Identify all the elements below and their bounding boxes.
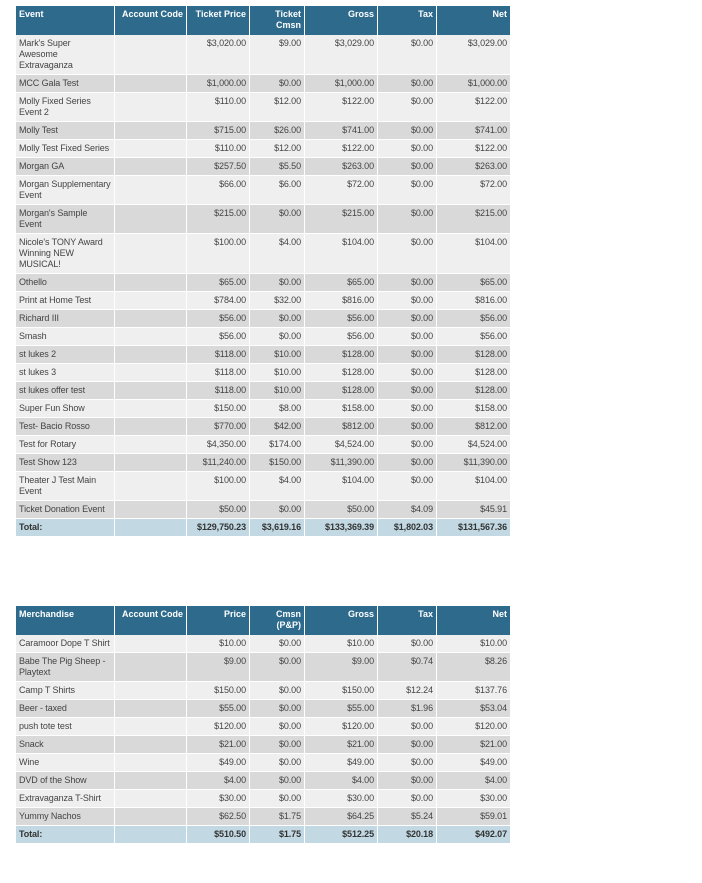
cell-net: $122.00 xyxy=(437,140,510,158)
cell-tax: $0.00 xyxy=(378,205,437,234)
cell-account-code xyxy=(115,501,187,519)
cell-item-name: Othello xyxy=(16,274,115,292)
total-tax: $1,802.03 xyxy=(378,519,437,537)
cell-commission: $0.00 xyxy=(250,635,305,653)
cell-net: $122.00 xyxy=(437,93,510,122)
cell-commission: $0.00 xyxy=(250,653,305,682)
cell-price: $10.00 xyxy=(187,635,250,653)
cell-commission: $42.00 xyxy=(250,418,305,436)
cell-gross: $128.00 xyxy=(305,364,378,382)
total-account-code xyxy=(115,826,187,844)
cell-tax: $1.96 xyxy=(378,700,437,718)
cell-gross: $65.00 xyxy=(305,274,378,292)
cell-item-name: Theater J Test Main Event xyxy=(16,472,115,501)
cell-item-name: Molly Test Fixed Series xyxy=(16,140,115,158)
table-row xyxy=(16,700,510,718)
cell-price: $3,020.00 xyxy=(187,35,250,75)
cell-price: $56.00 xyxy=(187,310,250,328)
cell-price: $215.00 xyxy=(187,205,250,234)
cell-account-code xyxy=(115,140,187,158)
total-price: $129,750.23 xyxy=(187,519,250,537)
cell-account-code xyxy=(115,754,187,772)
total-account-code xyxy=(115,519,187,537)
cell-commission: $0.00 xyxy=(250,790,305,808)
total-tax: $20.18 xyxy=(378,826,437,844)
table-row xyxy=(16,176,510,205)
cell-item-name: Caramoor Dope T Shirt xyxy=(16,635,115,653)
table-row xyxy=(16,472,510,501)
total-net: $492.07 xyxy=(437,826,510,844)
cell-net: $128.00 xyxy=(437,346,510,364)
cell-net: $4.00 xyxy=(437,772,510,790)
cell-account-code xyxy=(115,635,187,653)
cell-net: $8.26 xyxy=(437,653,510,682)
cell-tax: $0.00 xyxy=(378,140,437,158)
cell-commission: $0.00 xyxy=(250,501,305,519)
cell-gross: $120.00 xyxy=(305,718,378,736)
cell-gross: $263.00 xyxy=(305,158,378,176)
cell-item-name: DVD of the Show xyxy=(16,772,115,790)
cell-commission: $10.00 xyxy=(250,364,305,382)
cell-item-name: Molly Test xyxy=(16,122,115,140)
cell-commission: $0.00 xyxy=(250,328,305,346)
table-row xyxy=(16,75,510,93)
cell-gross: $21.00 xyxy=(305,736,378,754)
cell-gross: $741.00 xyxy=(305,122,378,140)
cell-price: $150.00 xyxy=(187,400,250,418)
cell-commission: $4.00 xyxy=(250,234,305,274)
cell-commission: $5.50 xyxy=(250,158,305,176)
cell-price: $118.00 xyxy=(187,346,250,364)
cell-net: $4,524.00 xyxy=(437,436,510,454)
cell-tax: $0.00 xyxy=(378,75,437,93)
cell-account-code xyxy=(115,328,187,346)
cell-item-name: Richard III xyxy=(16,310,115,328)
cell-tax: $0.00 xyxy=(378,454,437,472)
cell-net: $65.00 xyxy=(437,274,510,292)
cell-net: $215.00 xyxy=(437,205,510,234)
merchandise-body xyxy=(16,635,510,844)
cell-account-code xyxy=(115,176,187,205)
cell-net: $56.00 xyxy=(437,328,510,346)
cell-tax: $0.00 xyxy=(378,122,437,140)
cell-tax: $4.09 xyxy=(378,501,437,519)
merchandise-header xyxy=(16,606,510,635)
cell-commission: $0.00 xyxy=(250,75,305,93)
cell-net: $59.01 xyxy=(437,808,510,826)
cell-gross: $104.00 xyxy=(305,472,378,501)
table-row xyxy=(16,328,510,346)
cell-commission: $0.00 xyxy=(250,682,305,700)
cell-tax: $0.00 xyxy=(378,400,437,418)
cell-commission: $0.00 xyxy=(250,772,305,790)
cell-account-code xyxy=(115,35,187,75)
cell-price: $11,240.00 xyxy=(187,454,250,472)
cell-net: $816.00 xyxy=(437,292,510,310)
table-row xyxy=(16,382,510,400)
cell-price: $65.00 xyxy=(187,274,250,292)
col-ticket-price: Ticket Price xyxy=(187,6,250,35)
cell-account-code xyxy=(115,122,187,140)
cell-item-name: MCC Gala Test xyxy=(16,75,115,93)
cell-gross: $64.25 xyxy=(305,808,378,826)
cell-price: $715.00 xyxy=(187,122,250,140)
cell-item-name: Nicole's TONY Award Winning NEW MUSICAL! xyxy=(16,234,115,274)
cell-item-name: st lukes offer test xyxy=(16,382,115,400)
cell-commission: $6.00 xyxy=(250,176,305,205)
cell-tax: $0.00 xyxy=(378,418,437,436)
table-row xyxy=(16,93,510,122)
cell-tax: $0.00 xyxy=(378,35,437,75)
cell-account-code xyxy=(115,93,187,122)
table-row xyxy=(16,400,510,418)
table-row xyxy=(16,292,510,310)
cell-tax: $0.00 xyxy=(378,635,437,653)
cell-item-name: Morgan GA xyxy=(16,158,115,176)
cell-commission: $0.00 xyxy=(250,205,305,234)
cell-net: $53.04 xyxy=(437,700,510,718)
cell-account-code xyxy=(115,346,187,364)
col-gross: Gross xyxy=(305,6,378,35)
cell-price: $100.00 xyxy=(187,472,250,501)
cell-price: $118.00 xyxy=(187,364,250,382)
cell-tax: $0.00 xyxy=(378,176,437,205)
cell-account-code xyxy=(115,653,187,682)
cell-item-name: Smash xyxy=(16,328,115,346)
cell-account-code xyxy=(115,310,187,328)
cell-gross: $128.00 xyxy=(305,346,378,364)
cell-gross: $122.00 xyxy=(305,140,378,158)
cell-commission: $0.00 xyxy=(250,736,305,754)
cell-price: $49.00 xyxy=(187,754,250,772)
col-net: Net xyxy=(437,606,510,635)
table-row xyxy=(16,140,510,158)
cell-commission: $12.00 xyxy=(250,93,305,122)
cell-net: $104.00 xyxy=(437,472,510,501)
cell-item-name: Morgan's Sample Event xyxy=(16,205,115,234)
cell-gross: $215.00 xyxy=(305,205,378,234)
col-net: Net xyxy=(437,6,510,35)
table-row xyxy=(16,790,510,808)
cell-item-name: Morgan Supplementary Event xyxy=(16,176,115,205)
cell-item-name: Test Show 123 xyxy=(16,454,115,472)
table-row xyxy=(16,310,510,328)
cell-gross: $30.00 xyxy=(305,790,378,808)
cell-tax: $0.00 xyxy=(378,772,437,790)
cell-price: $62.50 xyxy=(187,808,250,826)
cell-gross: $50.00 xyxy=(305,501,378,519)
cell-price: $66.00 xyxy=(187,176,250,205)
cell-commission: $32.00 xyxy=(250,292,305,310)
cell-gross: $55.00 xyxy=(305,700,378,718)
table-row xyxy=(16,234,510,274)
total-gross: $133,369.39 xyxy=(305,519,378,537)
cell-account-code xyxy=(115,75,187,93)
table-row xyxy=(16,346,510,364)
cell-net: $104.00 xyxy=(437,234,510,274)
total-net: $131,567.36 xyxy=(437,519,510,537)
cell-net: $10.00 xyxy=(437,635,510,653)
cell-gross: $4.00 xyxy=(305,772,378,790)
table-row xyxy=(16,772,510,790)
cell-tax: $0.00 xyxy=(378,382,437,400)
cell-account-code xyxy=(115,205,187,234)
table-row xyxy=(16,274,510,292)
table-row xyxy=(16,736,510,754)
cell-price: $784.00 xyxy=(187,292,250,310)
cell-price: $9.00 xyxy=(187,653,250,682)
cell-tax: $0.00 xyxy=(378,718,437,736)
cell-account-code xyxy=(115,274,187,292)
cell-account-code xyxy=(115,808,187,826)
cell-price: $110.00 xyxy=(187,93,250,122)
cell-gross: $56.00 xyxy=(305,328,378,346)
cell-net: $128.00 xyxy=(437,382,510,400)
col-price: Price xyxy=(187,606,250,635)
col-tax: Tax xyxy=(378,606,437,635)
merchandise-table xyxy=(16,606,510,844)
table-row xyxy=(16,682,510,700)
col-event: Event xyxy=(16,6,115,35)
cell-price: $118.00 xyxy=(187,382,250,400)
cell-net: $11,390.00 xyxy=(437,454,510,472)
table-row xyxy=(16,653,510,682)
cell-account-code xyxy=(115,454,187,472)
cell-commission: $4.00 xyxy=(250,472,305,501)
cell-item-name: Test- Bacio Rosso xyxy=(16,418,115,436)
cell-item-name: Wine xyxy=(16,754,115,772)
cell-net: $158.00 xyxy=(437,400,510,418)
col-merchandise: Merchandise xyxy=(16,606,115,635)
cell-price: $1,000.00 xyxy=(187,75,250,93)
cell-net: $812.00 xyxy=(437,418,510,436)
cell-item-name: Beer - taxed xyxy=(16,700,115,718)
cell-item-name: Super Fun Show xyxy=(16,400,115,418)
col-ticket-cmsn: Ticket Cmsn xyxy=(250,6,305,35)
cell-gross: $104.00 xyxy=(305,234,378,274)
cell-tax: $0.00 xyxy=(378,754,437,772)
cell-tax: $0.00 xyxy=(378,292,437,310)
col-gross: Gross xyxy=(305,606,378,635)
col-tax: Tax xyxy=(378,6,437,35)
cell-commission: $8.00 xyxy=(250,400,305,418)
col-account-code: Account Code xyxy=(115,606,187,635)
table-row xyxy=(16,205,510,234)
cell-commission: $150.00 xyxy=(250,454,305,472)
cell-commission: $12.00 xyxy=(250,140,305,158)
cell-price: $150.00 xyxy=(187,682,250,700)
cell-account-code xyxy=(115,790,187,808)
cell-net: $72.00 xyxy=(437,176,510,205)
total-price: $510.50 xyxy=(187,826,250,844)
cell-gross: $3,029.00 xyxy=(305,35,378,75)
cell-net: $128.00 xyxy=(437,364,510,382)
cell-account-code xyxy=(115,700,187,718)
cell-tax: $0.00 xyxy=(378,736,437,754)
cell-account-code xyxy=(115,292,187,310)
cell-tax: $0.00 xyxy=(378,364,437,382)
total-commission: $3,619.16 xyxy=(250,519,305,537)
cell-gross: $72.00 xyxy=(305,176,378,205)
table-row xyxy=(16,35,510,75)
cell-commission: $10.00 xyxy=(250,382,305,400)
total-item-name: Total: xyxy=(16,519,115,537)
cell-item-name: st lukes 2 xyxy=(16,346,115,364)
cell-price: $21.00 xyxy=(187,736,250,754)
events-body xyxy=(16,35,510,537)
cell-item-name: Babe The Pig Sheep - Playtext xyxy=(16,653,115,682)
table-row xyxy=(16,122,510,140)
cell-net: $120.00 xyxy=(437,718,510,736)
table-row xyxy=(16,501,510,519)
cell-commission: $0.00 xyxy=(250,754,305,772)
cell-account-code xyxy=(115,418,187,436)
cell-tax: $0.00 xyxy=(378,790,437,808)
cell-commission: $174.00 xyxy=(250,436,305,454)
cell-price: $120.00 xyxy=(187,718,250,736)
cell-commission: $1.75 xyxy=(250,808,305,826)
cell-commission: $0.00 xyxy=(250,700,305,718)
cell-tax: $0.00 xyxy=(378,310,437,328)
cell-price: $4,350.00 xyxy=(187,436,250,454)
cell-price: $55.00 xyxy=(187,700,250,718)
events-table xyxy=(16,6,510,537)
cell-tax: $0.00 xyxy=(378,93,437,122)
cell-account-code xyxy=(115,364,187,382)
cell-price: $30.00 xyxy=(187,790,250,808)
cell-commission: $0.00 xyxy=(250,718,305,736)
cell-item-name: Extravaganza T-Shirt xyxy=(16,790,115,808)
cell-gross: $9.00 xyxy=(305,653,378,682)
cell-price: $257.50 xyxy=(187,158,250,176)
cell-account-code xyxy=(115,158,187,176)
cell-account-code xyxy=(115,682,187,700)
cell-net: $741.00 xyxy=(437,122,510,140)
cell-gross: $1,000.00 xyxy=(305,75,378,93)
cell-item-name: Ticket Donation Event xyxy=(16,501,115,519)
cell-item-name: st lukes 3 xyxy=(16,364,115,382)
table-row xyxy=(16,436,510,454)
cell-account-code xyxy=(115,436,187,454)
table-row xyxy=(16,808,510,826)
cell-gross: $150.00 xyxy=(305,682,378,700)
cell-commission: $0.00 xyxy=(250,310,305,328)
cell-gross: $49.00 xyxy=(305,754,378,772)
cell-account-code xyxy=(115,772,187,790)
cell-price: $110.00 xyxy=(187,140,250,158)
cell-gross: $4,524.00 xyxy=(305,436,378,454)
cell-gross: $10.00 xyxy=(305,635,378,653)
cell-net: $263.00 xyxy=(437,158,510,176)
cell-tax: $0.00 xyxy=(378,346,437,364)
cell-net: $137.76 xyxy=(437,682,510,700)
total-gross: $512.25 xyxy=(305,826,378,844)
cell-tax: $0.00 xyxy=(378,472,437,501)
table-row xyxy=(16,635,510,653)
cell-item-name: Test for Rotary xyxy=(16,436,115,454)
cell-net: $21.00 xyxy=(437,736,510,754)
cell-net: $3,029.00 xyxy=(437,35,510,75)
cell-tax: $0.00 xyxy=(378,328,437,346)
cell-item-name: Molly Fixed Series Event 2 xyxy=(16,93,115,122)
cell-price: $100.00 xyxy=(187,234,250,274)
cell-tax: $0.00 xyxy=(378,436,437,454)
cell-gross: $812.00 xyxy=(305,418,378,436)
cell-account-code xyxy=(115,400,187,418)
table-row xyxy=(16,364,510,382)
cell-net: $56.00 xyxy=(437,310,510,328)
events-header xyxy=(16,6,510,35)
cell-net: $49.00 xyxy=(437,754,510,772)
cell-item-name: push tote test xyxy=(16,718,115,736)
cell-net: $45.91 xyxy=(437,501,510,519)
table-row xyxy=(16,754,510,772)
cell-commission: $9.00 xyxy=(250,35,305,75)
cell-item-name: Mark's Super Awesome Extravaganza xyxy=(16,35,115,75)
total-item-name: Total: xyxy=(16,826,115,844)
cell-account-code xyxy=(115,736,187,754)
cell-price: $50.00 xyxy=(187,501,250,519)
total-commission: $1.75 xyxy=(250,826,305,844)
cell-gross: $128.00 xyxy=(305,382,378,400)
total-row xyxy=(16,826,510,844)
cell-price: $56.00 xyxy=(187,328,250,346)
cell-tax: $0.74 xyxy=(378,653,437,682)
cell-item-name: Yummy Nachos xyxy=(16,808,115,826)
table-row xyxy=(16,454,510,472)
col-cmsn: Cmsn (P&P) xyxy=(250,606,305,635)
cell-commission: $0.00 xyxy=(250,274,305,292)
cell-tax: $0.00 xyxy=(378,158,437,176)
col-account-code: Account Code xyxy=(115,6,187,35)
cell-account-code xyxy=(115,718,187,736)
cell-account-code xyxy=(115,382,187,400)
cell-price: $770.00 xyxy=(187,418,250,436)
cell-tax: $5.24 xyxy=(378,808,437,826)
cell-gross: $56.00 xyxy=(305,310,378,328)
cell-price: $4.00 xyxy=(187,772,250,790)
cell-gross: $158.00 xyxy=(305,400,378,418)
cell-gross: $11,390.00 xyxy=(305,454,378,472)
cell-item-name: Camp T Shirts xyxy=(16,682,115,700)
cell-account-code xyxy=(115,234,187,274)
cell-gross: $122.00 xyxy=(305,93,378,122)
cell-item-name: Snack xyxy=(16,736,115,754)
cell-tax: $12.24 xyxy=(378,682,437,700)
cell-account-code xyxy=(115,472,187,501)
cell-commission: $10.00 xyxy=(250,346,305,364)
cell-gross: $816.00 xyxy=(305,292,378,310)
table-row xyxy=(16,718,510,736)
cell-item-name: Print at Home Test xyxy=(16,292,115,310)
table-row xyxy=(16,418,510,436)
total-row xyxy=(16,519,510,537)
cell-commission: $26.00 xyxy=(250,122,305,140)
cell-tax: $0.00 xyxy=(378,234,437,274)
cell-tax: $0.00 xyxy=(378,274,437,292)
table-row xyxy=(16,158,510,176)
cell-net: $30.00 xyxy=(437,790,510,808)
cell-net: $1,000.00 xyxy=(437,75,510,93)
